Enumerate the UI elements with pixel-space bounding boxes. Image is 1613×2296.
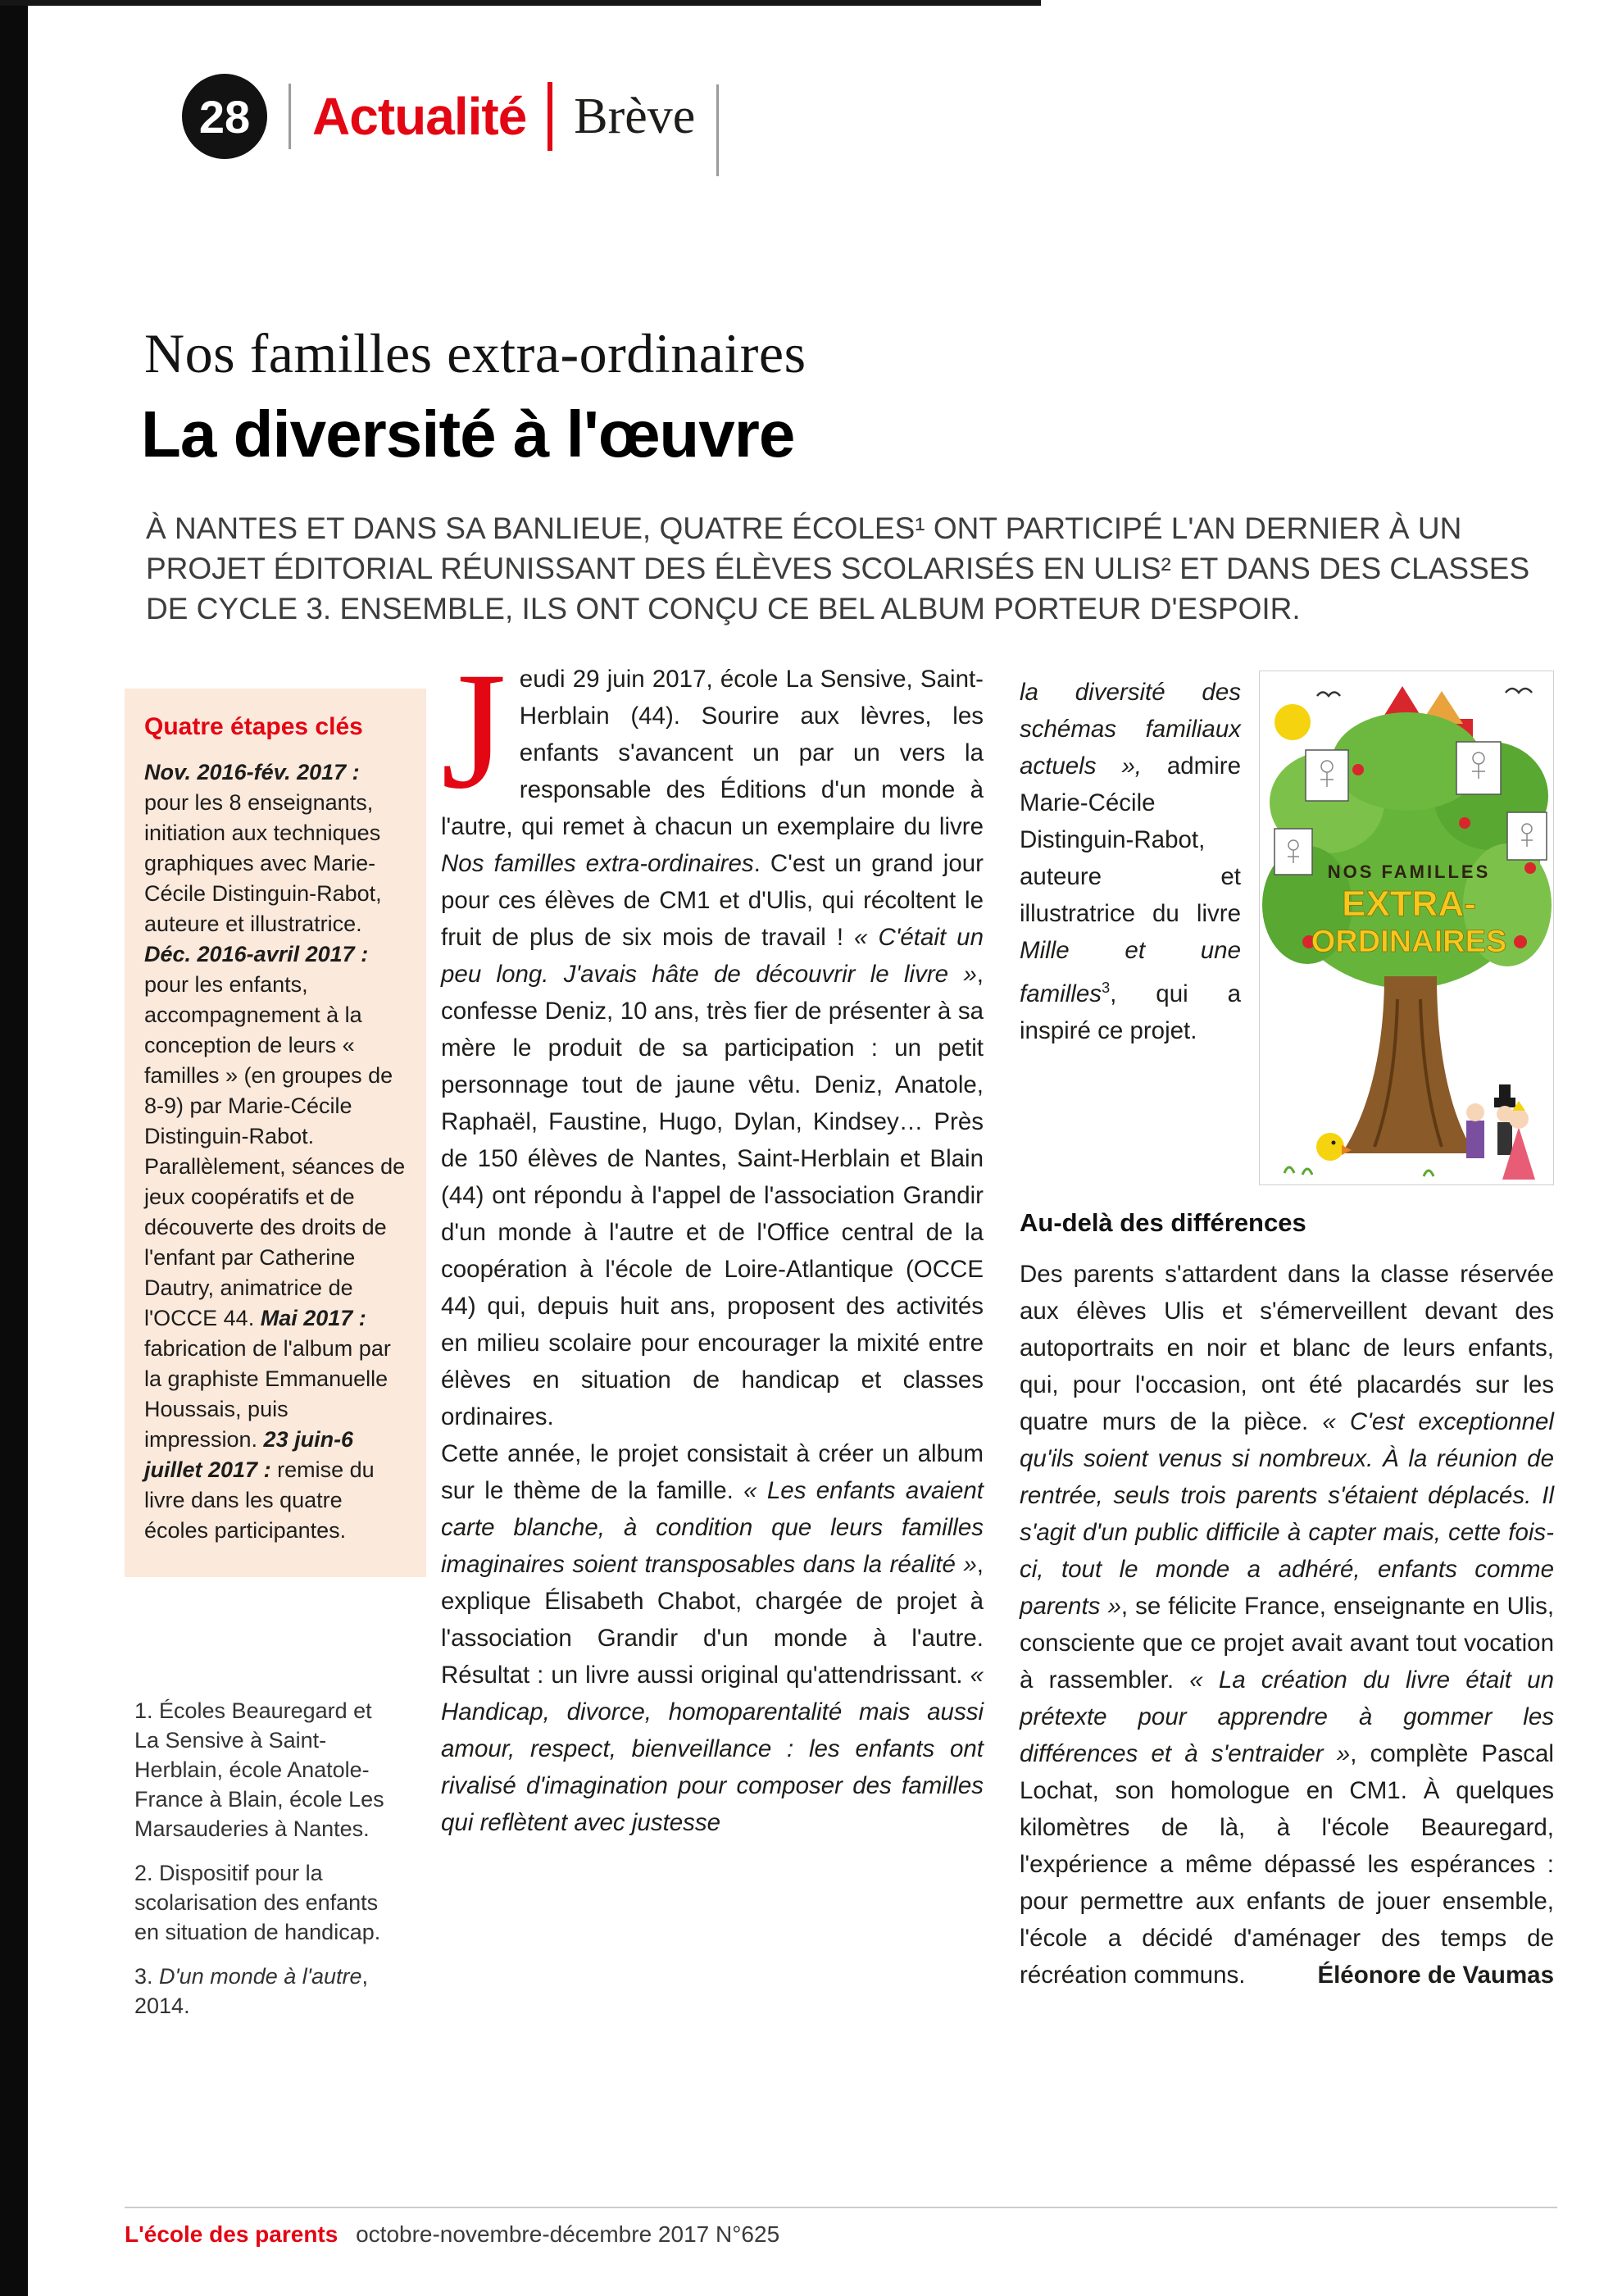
author-byline: Éléonore de Vaumas bbox=[1317, 1962, 1554, 1989]
paragraph-4 bbox=[1020, 1256, 1554, 1994]
page-number bbox=[182, 74, 267, 159]
header-divider bbox=[289, 84, 291, 149]
paragraph-4-text: Des parents s'attardent dans la classe réservée aux élèves Ulis et s'émerveillent devant des autoportraits en noir et blanc de leurs enfants, qui, pour l'occasion, ont été placardés sur les quatre murs de la pièce. « C'est exceptionnel qu'ils soient venus si nombreux. À la réunion de rentrée, seuls trois parents s'étaient déplacés. Il s'agit d'un public difficile à capter mais, cette fois-ci, tout le monde a adhéré, enfants comme parents », se félicite France, enseignante en Ulis, consciente que ce projet avait avant tout vocation à rassembler. « La création du livre était un prétexte pour apprendre à gommer les différences et à s'entraider », complète Pascal Lochat, son homologue en CM1. À quelques kilomètres de là, à l'école Beauregard, l'expérience a même dépassé les espérances : pour permettre aux enfants de jouer ensemble, l'école a décidé d'aménager des temps de récréation communs. bbox=[1020, 1261, 1555, 1989]
key-steps-box bbox=[125, 689, 426, 1577]
article-kicker: Nos familles extra-ordinaires bbox=[144, 322, 806, 384]
footnotes bbox=[125, 1696, 395, 2021]
footnote-3: 3. D'un monde à l'autre, 2014. bbox=[134, 1964, 369, 2018]
sun-shape bbox=[1274, 704, 1311, 740]
book-title-bottom: ORDINAIRES bbox=[1311, 925, 1507, 959]
paragraph-3: la diversité des schémas familiaux actuels », admire Marie-Cécile Distinguin-Rabot, auteure et illustratrice du livre Mille et une familles$^3$, qui a inspiré ce projet. bbox=[1020, 679, 1241, 1044]
paragraph-2: Cette année, le projet consistait à créer un album sur le thème de la famille. « Les enfants avaient carte blanche, à condition que leurs familles imaginaires soient transposables dans la réalité », explique Élisabeth Chabot, chargée de projet à l'association Grandir d'un monde à l'autre. Résultat : un livre aussi original qu'attendrissant. « Handicap, divorce, homoparentalité mais aussi amour, respect, bienveillance : les enfants ont rivalisé d'imagination pour composer des familles qui reflètent avec justesse bbox=[441, 1440, 984, 1836]
book-title-top: NOS FAMILLES bbox=[1327, 862, 1491, 882]
header-divider-tall bbox=[716, 84, 719, 176]
article-standfirst: À NANTES ET DANS SA BANLIEUE, QUATRE ÉCOLES¹ ONT PARTICIPÉ L'AN DERNIER À UN PROJET ÉDITORIAL RÉUNISSANT DES ÉLÈVES SCOLARISÉS EN ULIS² ET DANS DES CLASSES DE CYCLE 3. ENSEMBLE, ILS ONT CONÇU CE BEL ALBUM PORTEUR D'ESPOIR. bbox=[146, 511, 1530, 625]
section-label: Actualité bbox=[312, 87, 527, 146]
magazine-brand: L'école des parents bbox=[125, 2221, 339, 2247]
book-title-mid: EXTRA- bbox=[1342, 884, 1476, 924]
middle-column bbox=[441, 638, 984, 2035]
book-cover-photo bbox=[1259, 671, 1554, 1185]
issue-info: octobre-novembre-décembre 2017 N°625 bbox=[356, 2221, 780, 2247]
page-footer bbox=[125, 2207, 1557, 2248]
page-header bbox=[182, 70, 740, 162]
article-title: La diversité à l'œuvre bbox=[141, 398, 795, 471]
paragraph-1 bbox=[441, 638, 984, 1435]
dropcap: J bbox=[441, 638, 507, 824]
key-steps-title: Quatre étapes clés bbox=[144, 713, 363, 740]
paragraph-1-text: eudi 29 juin 2017, école La Sensive, Saint-Herblain (44). Sourire aux lèvres, les enfants s'avancent un par un vers la responsable des Éditions d'un monde à l'autre, qui remet à chacun un exemplaire du livre Nos familles extra-ordinaires. C'est un grand jour pour ces élèves de CM1 et d'Ulis, qui récoltent le fruit de plus de six mois de travail ! « C'était un peu long. J'avais hâte de découvrir le livre », confesse Deniz, 10 ans, très fier de présenter à sa mère le produit de sa participation : un petit personnage tout de jaune vêtu. Deniz, Anatole, Raphaël, Faustine, Hugo, Dylan, Kindsey… Près de 150 élèves de Nantes, Saint-Herblain et Blain (44) ont répondu à l'appel de l'association Grandir d'un monde à l'autre et de l'Office central de la coopération à l'école de Loire-Atlantique (OCCE 44) qui, depuis huit ans, proposent des activités en milieu scolaire pour encourager la mixité entre élèves en situation de handicap et classes ordinaires. bbox=[441, 666, 984, 1430]
key-steps-text: Nov. 2016-fév. 2017 : pour les 8 enseignants, initiation aux techniques graphiques avec Marie-Cécile Distinguin-Rabot, auteure et illustratrice. Déc. 2016-avril 2017 : pour les enfants, accompagnement à la conception de leurs « familles » (en groupes de 8-9) par Marie-Cécile Distinguin-Rabot. Parallèlement, séances de jeux coopératifs et de découverte des droits de l'enfant par Catherine Dautry, animatrice de l'OCCE 44. Mai 2017 : fabrication de l'album par la graphiste Emmanuelle Houssais, puis impression. 23 juin-6 juillet 2017 : remise du livre dans les quatre écoles participantes. bbox=[144, 760, 406, 1543]
left-column bbox=[125, 661, 426, 2035]
header-divider-red bbox=[548, 82, 552, 151]
subsection-label: Brève bbox=[574, 88, 696, 144]
subheading: Au-delà des différences bbox=[1020, 1208, 1306, 1237]
scan-edge-top bbox=[0, 0, 1041, 6]
book-cover-illustration bbox=[1260, 671, 1553, 1184]
footnote-2: 2. Dispositif pour la scolarisation des enfants en situation de handicap. bbox=[134, 1861, 381, 1944]
scan-edge-left bbox=[0, 0, 28, 2296]
article-body bbox=[125, 638, 1555, 2035]
page-number-text: 28 bbox=[198, 90, 251, 143]
right-column bbox=[1020, 661, 1554, 2035]
footnote-1: 1. Écoles Beauregard et La Sensive à Saint-Herblain, école Anatole-France à Blain, école Les Marsauderies à Nantes. bbox=[134, 1698, 384, 1841]
